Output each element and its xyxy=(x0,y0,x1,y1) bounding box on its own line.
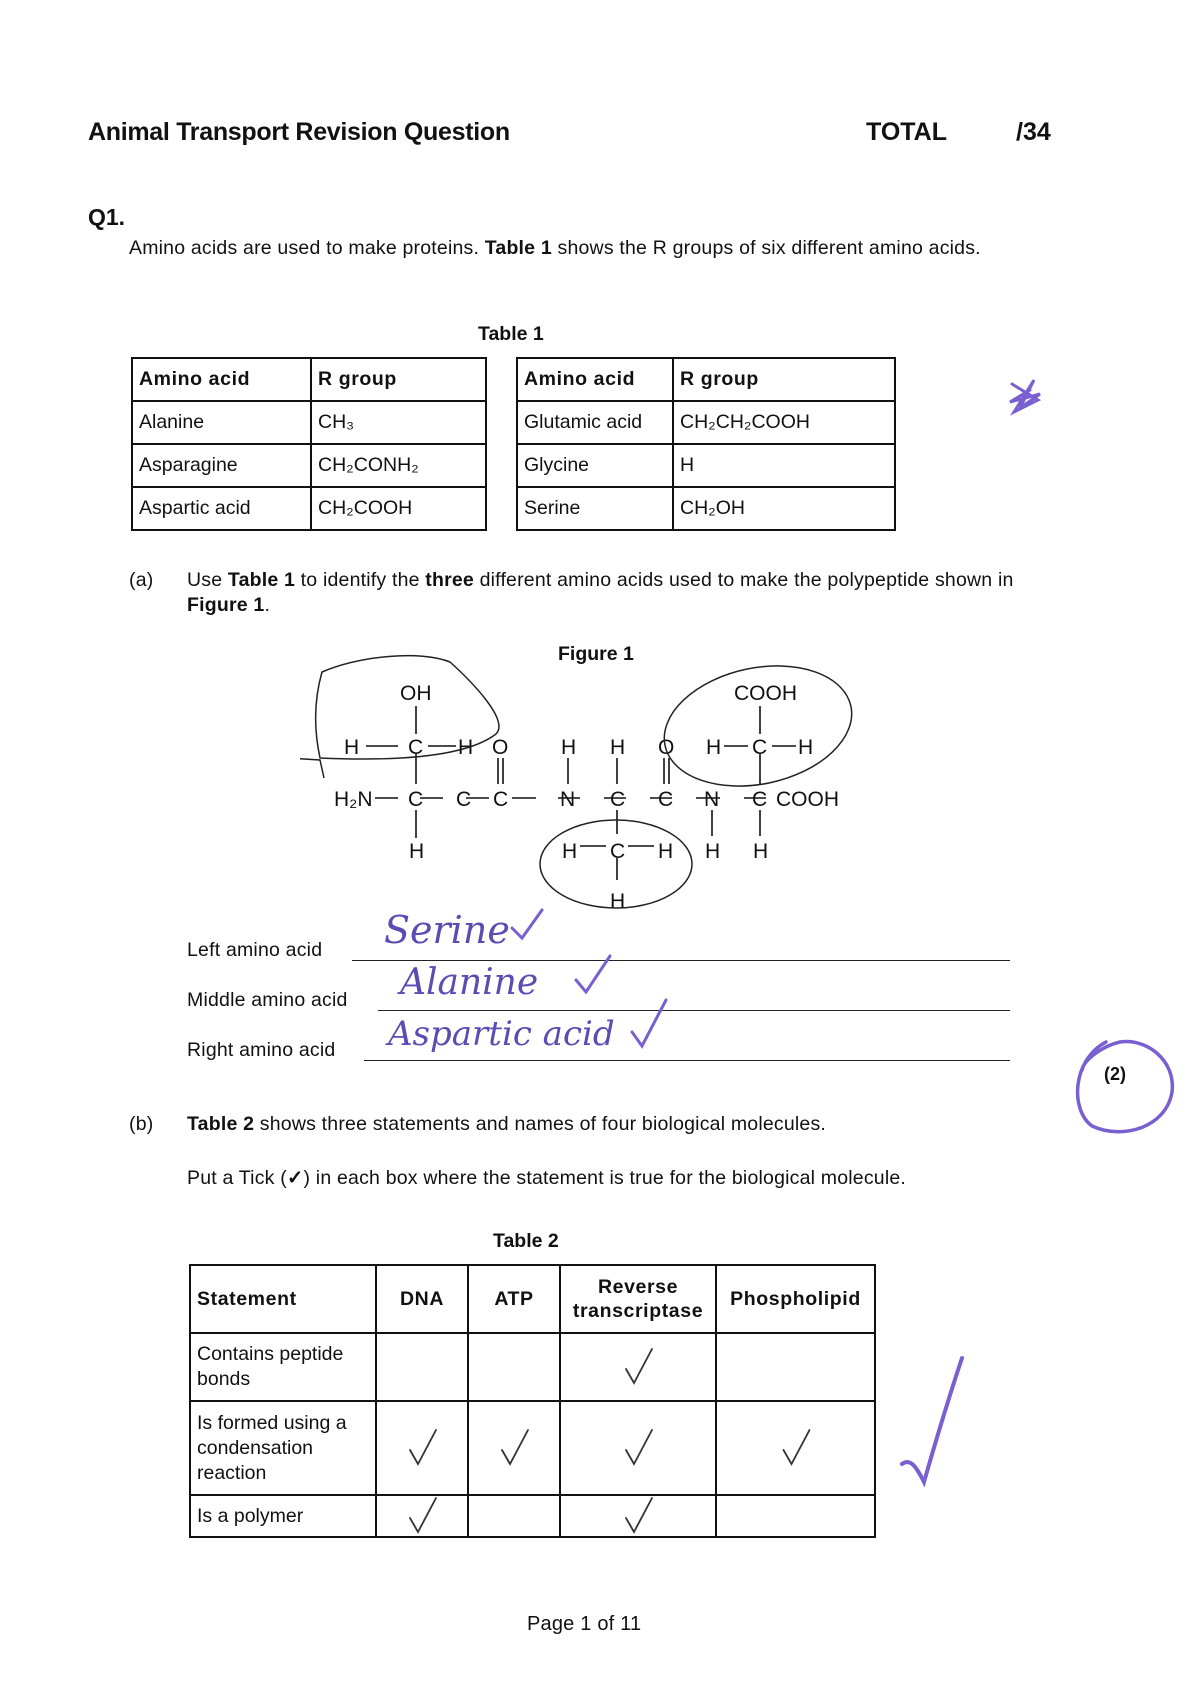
polypeptide-figure xyxy=(300,650,900,920)
check-mark-icon xyxy=(377,1496,467,1536)
tick-box[interactable] xyxy=(468,1401,560,1495)
table-header: Statement xyxy=(190,1265,376,1333)
group-cooh-top: COOH xyxy=(734,682,797,705)
atom-h: H xyxy=(561,736,577,759)
table-cell: H xyxy=(673,444,895,487)
part-b-text: Table 2 shows three statements and names of four biological molecules. xyxy=(187,1113,827,1135)
table-header: Phospholipid xyxy=(716,1265,875,1333)
table-row xyxy=(190,1401,875,1495)
atom-c: C xyxy=(610,788,626,811)
total-score: /34 xyxy=(1016,118,1051,146)
group-oh: OH xyxy=(400,682,432,705)
table-header: R group xyxy=(311,358,486,401)
atom-c: C xyxy=(658,788,674,811)
table-cell: CH₂CH₂COOH xyxy=(673,401,895,444)
table-cell: CH₂CONH₂ xyxy=(311,444,486,487)
atom-h: H xyxy=(798,736,814,759)
tick-box[interactable] xyxy=(560,1333,716,1401)
tick-mark xyxy=(572,952,616,1000)
answer-label-left: Left amino acid xyxy=(187,939,323,961)
answer-line-left xyxy=(352,960,1010,961)
tick-box[interactable] xyxy=(376,1401,468,1495)
table-header: ATP xyxy=(468,1265,560,1333)
tick-box[interactable] xyxy=(376,1495,468,1537)
table-header: Amino acid xyxy=(132,358,311,401)
table-header: R group xyxy=(673,358,895,401)
marker-scribble xyxy=(1000,372,1050,422)
answer-left: Serine xyxy=(384,908,510,952)
table-cell: Alanine xyxy=(132,401,311,444)
atom-o: O xyxy=(658,736,675,759)
atom-c: C xyxy=(493,788,509,811)
atom-h: H xyxy=(458,736,474,759)
atom-n: N xyxy=(704,788,720,811)
table-cell: Glycine xyxy=(517,444,673,487)
answer-line-middle xyxy=(378,1010,1010,1011)
question-number: Q1. xyxy=(88,204,126,230)
table-cell: Aspartic acid xyxy=(132,487,311,530)
tick-box[interactable] xyxy=(468,1333,560,1401)
atom-n: N xyxy=(560,788,576,811)
check-mark-icon xyxy=(561,1334,715,1400)
atom-h: H xyxy=(658,840,674,863)
atom-c: C xyxy=(408,736,424,759)
table-header: Amino acid xyxy=(517,358,673,401)
table-cell: CH₂OH xyxy=(673,487,895,530)
marks-available: (2) xyxy=(1104,1064,1126,1084)
check-mark-icon xyxy=(561,1496,715,1536)
group-cooh-end: COOH xyxy=(776,788,839,811)
tick-box[interactable] xyxy=(376,1333,468,1401)
marker-tick xyxy=(896,1354,966,1492)
tick-box[interactable] xyxy=(716,1401,875,1495)
total-label: TOTAL xyxy=(866,118,948,146)
document-title: Animal Transport Revision Question xyxy=(88,118,510,146)
page-number: Page 1 of 11 xyxy=(527,1613,642,1635)
table2 xyxy=(189,1264,876,1538)
figure1-caption: Figure 1 xyxy=(558,643,634,665)
atom-c: C xyxy=(408,788,424,811)
atom-h: H xyxy=(562,840,578,863)
check-mark-icon xyxy=(561,1402,715,1494)
table-header: Reverse transcriptase xyxy=(560,1265,716,1333)
group-h2n: H₂N xyxy=(334,788,373,811)
part-a-text: Use Table 1 to identify the three different amino acids used to make the polypeptide shown in Figure 1. xyxy=(187,569,1014,616)
table1-left xyxy=(131,357,487,531)
table-header: DNA xyxy=(376,1265,468,1333)
table2-caption: Table 2 xyxy=(493,1230,559,1252)
table-row xyxy=(190,1495,875,1537)
table-cell: CH₃ xyxy=(311,401,486,444)
tick-box[interactable] xyxy=(560,1401,716,1495)
atom-h: H xyxy=(610,890,626,913)
table-row xyxy=(190,1333,875,1401)
table-cell: Asparagine xyxy=(132,444,311,487)
atom-h: H xyxy=(705,840,721,863)
question-intro: Amino acids are used to make proteins. Table 1 shows the R groups of six different amino acids. xyxy=(129,237,981,259)
check-mark-icon xyxy=(717,1402,874,1494)
tick-box[interactable] xyxy=(468,1495,560,1537)
atom-h: H xyxy=(409,840,425,863)
atom-c: C xyxy=(610,840,626,863)
table1-caption: Table 1 xyxy=(478,323,544,345)
table-cell: CH₂COOH xyxy=(311,487,486,530)
atom-c: C xyxy=(752,788,768,811)
part-b-instruction: Put a Tick (✓) in each box where the statement is true for the biological molecule. xyxy=(187,1167,907,1189)
table-cell: Glutamic acid xyxy=(517,401,673,444)
answer-middle: Alanine xyxy=(400,962,539,1003)
atom-o: O xyxy=(492,736,509,759)
statement-cell: Is formed using a condensation reaction xyxy=(190,1401,376,1495)
score-circle xyxy=(1062,1030,1180,1142)
atom-h: H xyxy=(753,840,769,863)
atom-c: C xyxy=(456,788,472,811)
part-a-label: (a) xyxy=(129,569,154,591)
table1-right xyxy=(516,357,896,531)
statement-cell: Is a polymer xyxy=(190,1495,376,1537)
tick-box[interactable] xyxy=(560,1495,716,1537)
tick-mark xyxy=(628,996,672,1052)
tick-box[interactable] xyxy=(716,1333,875,1401)
statement-cell: Contains peptide bonds xyxy=(190,1333,376,1401)
answer-right: Aspartic acid xyxy=(388,1014,615,1054)
atom-h: H xyxy=(706,736,722,759)
atom-c: C xyxy=(752,736,768,759)
answer-label-right: Right amino acid xyxy=(187,1039,336,1061)
check-mark-icon xyxy=(377,1402,467,1494)
answer-label-middle: Middle amino acid xyxy=(187,989,348,1011)
part-b-label: (b) xyxy=(129,1113,154,1135)
table-cell: Serine xyxy=(517,487,673,530)
tick-mark xyxy=(508,908,548,948)
answer-line-right xyxy=(364,1060,1010,1061)
check-mark-icon xyxy=(469,1402,559,1494)
atom-h: H xyxy=(610,736,626,759)
tick-box[interactable] xyxy=(716,1495,875,1537)
atom-h: H xyxy=(344,736,360,759)
